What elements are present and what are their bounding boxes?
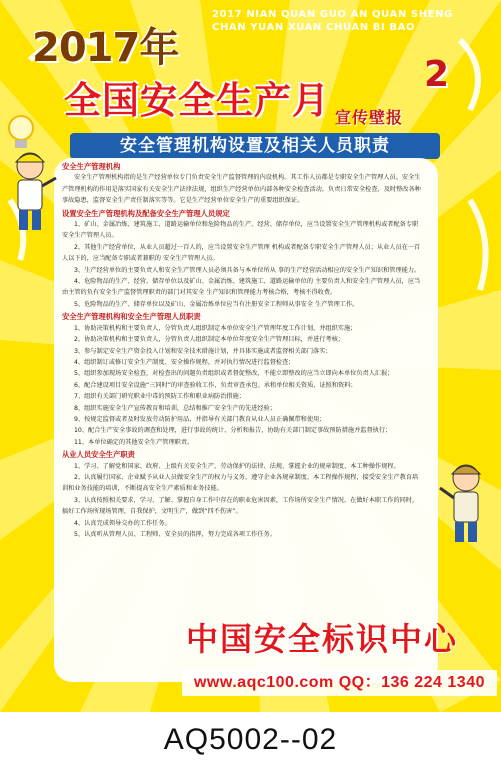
pinyin-line-2: CHAN YUAN XUAN CHUAN BI BAO	[212, 22, 416, 33]
poster-content	[62, 160, 424, 540]
section-2-item-1: 1、矿山、金属冶炼、建筑施工、道路运输单位和危险物品的生产、经营、储存单位，应当设置安全生产管理机构或者配备专职安全生产管理人员。	[62, 221, 419, 240]
header-pinyin	[212, 8, 501, 34]
issue-number: 2	[424, 54, 450, 95]
worker-figure-icon	[2, 148, 60, 234]
section-4-item-5: 5、认真听从管理人员、工程师、安全员的指挥，努力完成各项工作任务。	[74, 531, 276, 538]
section-2-item-5: 5、危险物品的生产、储存单位以及矿山、金属冶炼单位应当有注册安全工程师从事安全 生产管理工作。	[74, 300, 359, 308]
brand-watermark: 中国安全标识中心	[186, 620, 459, 658]
section-heading-1: 安全生产管理机构	[62, 162, 121, 171]
section-2-item-4: 4、危险物品的生产、经营、储存单位以及矿山、金属冶炼、建筑施工、道路运输单位的 主要负责人和安全生产管理人员，应当由主管的负有安全生产监督管理职责的部门对其安全 生产知识和管理能力考核合格，考核不得收费。	[62, 278, 421, 297]
section-2-item-2: 2、其他生产经营单位，从业人员超过一百人的，应当设置安全生产管理 机构或者配备专职安全生产管理人员；从业人员在一百人以下的，应当配备专职或者兼职的 安全生产管理人员。	[62, 243, 421, 263]
section-4-item-2: 2、认真履行国家、企业赋予从业人员做安全生产的权力与义务，遵守企业各规章制度、本工程操作规程，接受安全生产教育培训和业务技能的培训，不断提高安全生产素质和业务技能。	[62, 473, 419, 493]
year-title: 2017年	[32, 25, 179, 71]
section-3-item-3: 3、参与制定安全生产资金投入计划和安全技术措施计划，并具体实施或者监督相关部门落实；	[74, 347, 332, 355]
wall-poster-label: 宣传壁报	[335, 108, 404, 127]
pinyin-line-1: 2017 NIAN QUAN GUO AN QUAN SHENG	[212, 9, 453, 20]
section-3-item-8: 8、组织实施安全生产宣传教育和培训，总结和推广安全生产的先进经验；	[74, 404, 276, 412]
product-code: AQ5002--02	[163, 723, 338, 756]
section-heading-4: 从业人员安全生产职责	[62, 450, 135, 460]
section-3-item-1: 1、协助决策机构和主要负责人，分管负责人组织制定本单位安全生产管理年度工作计划，并组织实施；	[74, 324, 357, 332]
section-3-item-4: 4、组织制订或修订安全生产制度、安全操作规程，并对执行情况进行监督检查；	[74, 358, 295, 366]
section-3-item-9: 9、按规定监督或者及时发放劳动防护用品，并指导有关部门教育从业人员正确佩带和使用；	[74, 415, 326, 423]
section-3-item-6: 6、配合建设项目安全设施“三同时”的审查验收工作，负责审查承包、承租单位相关资质、证照和资料；	[74, 381, 357, 389]
section-1-paragraph-1: 安全生产管理机构指的是生产经营单位专门负责安全生产监督管理的内设机构。其工作人员都是专职安全生产管理人员。安全生产管理机构的作用是落实国家有关安全生产法律法规，组织生产经营单位内部各种安全检查活动，负责日常安全检查，及时整改各种事故隐患，监督安全生产责任制落实等等。它是生产经营单位安全生产的重要组织保证。	[62, 174, 421, 205]
section-3-item-11: 11、本单位确定的其他安全生产管理职责。	[74, 438, 194, 446]
poster-subtitle: 安全管理机构设置及相关人员职责	[70, 133, 440, 159]
section-heading-3: 安全生产管理机构和安全生产管理人员职责	[62, 312, 201, 322]
section-4-item-4: 4、认真完成领导交办的工作任务。	[74, 519, 171, 527]
worker-pointing-figure-icon	[438, 460, 496, 546]
section-3-item-10: 10、配合生产安全事故的调查和处理，进行事故的统计、分析和报告，协助有关部门制定事故预防措施并监督执行；	[74, 427, 392, 435]
section-heading-2: 设置安全生产管理机构及配备安全生产管理人员规定	[62, 208, 230, 218]
section-3-item-7: 7、组织有关部门研究职业中毒的预防工作和职业病防治措施；	[74, 393, 245, 401]
section-3-item-2: 2、协助决策机构和主要负责人，分管负责人组织制定本单位年度安全生产管理目标，并进行考核；	[74, 336, 344, 344]
section-2-item-3: 3、生产经营单位的主要负责人和安全生产管理人员必须具备与本单位所从 事的生产经营活动相应的安全生产知识和管理能力。	[74, 266, 421, 274]
section-4-item-1: 1、学习、了解党和国家、政府、上级有关安全生产、劳动保护的法律、法规、掌握企业的规章制度、本工种操作规程。	[74, 462, 400, 470]
section-4-item-3: 3、认真按照相关要求，学习、了解、掌握自身工作中存在的职业危害因素，工作场所安全生产情况，在做好本职工作的同时，搞好工作场所现场管理，自我保护，文明生产，做到“四不伤害”。	[62, 496, 419, 516]
main-title: 全国安全生产月	[64, 79, 330, 122]
section-3-item-5: 5、组织参加现场安全检查，对检查出的问题负责组织或者督促整改，不能立即整改的应当立即向本单位负责人汇报；	[74, 370, 394, 378]
contact-info: www.aqc100.com QQ：136 224 1340	[182, 670, 497, 696]
